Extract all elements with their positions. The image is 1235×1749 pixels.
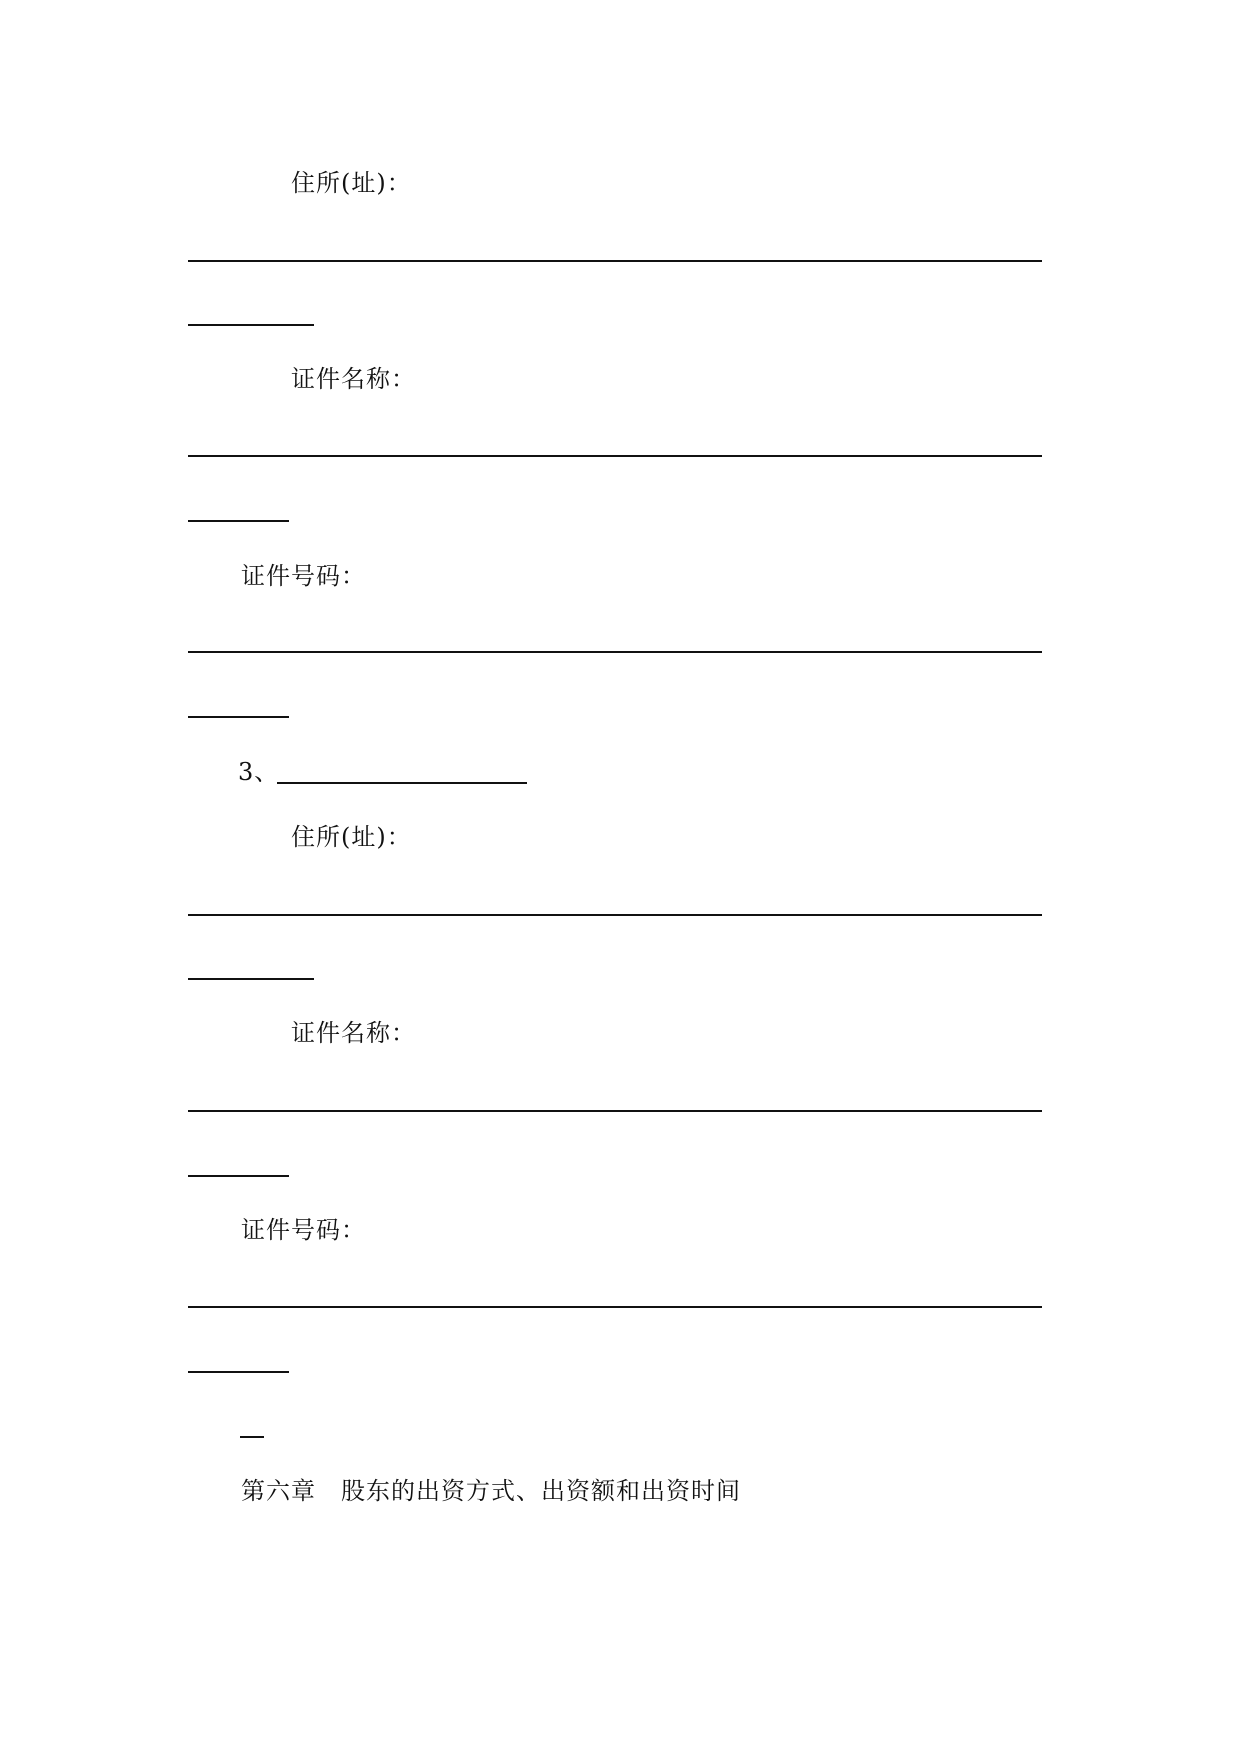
id-number-label-2: 证件号码： (241, 1216, 366, 1244)
item-3-name-line[interactable] (277, 782, 527, 784)
id-number-fill-line-2-continuation[interactable] (188, 1371, 289, 1373)
id-number-fill-line[interactable] (188, 651, 1042, 653)
id-type-fill-line-continuation[interactable] (188, 520, 289, 522)
address-fill-line-2-continuation[interactable] (188, 978, 314, 980)
id-number-label: 证件号码： (241, 562, 366, 590)
id-number-fill-line-2[interactable] (188, 1306, 1042, 1308)
id-number-fill-line-continuation[interactable] (188, 716, 289, 718)
id-type-fill-line-2-continuation[interactable] (188, 1175, 289, 1177)
id-type-label-2: 证件名称： (291, 1019, 416, 1047)
short-blank-line[interactable] (240, 1436, 264, 1438)
item-3-number: 3、 (238, 758, 280, 786)
address-fill-line[interactable] (188, 260, 1042, 262)
id-type-fill-line-2[interactable] (188, 1110, 1042, 1112)
id-type-label: 证件名称： (291, 365, 416, 393)
id-type-fill-line[interactable] (188, 455, 1042, 457)
address-fill-line-2[interactable] (188, 914, 1042, 916)
address-label-2: 住所(址)： (291, 823, 412, 851)
address-fill-line-continuation[interactable] (188, 324, 314, 326)
address-label: 住所(址)： (291, 169, 412, 197)
chapter-heading: 第六章 股东的出资方式、出资额和出资时间 (241, 1477, 741, 1505)
